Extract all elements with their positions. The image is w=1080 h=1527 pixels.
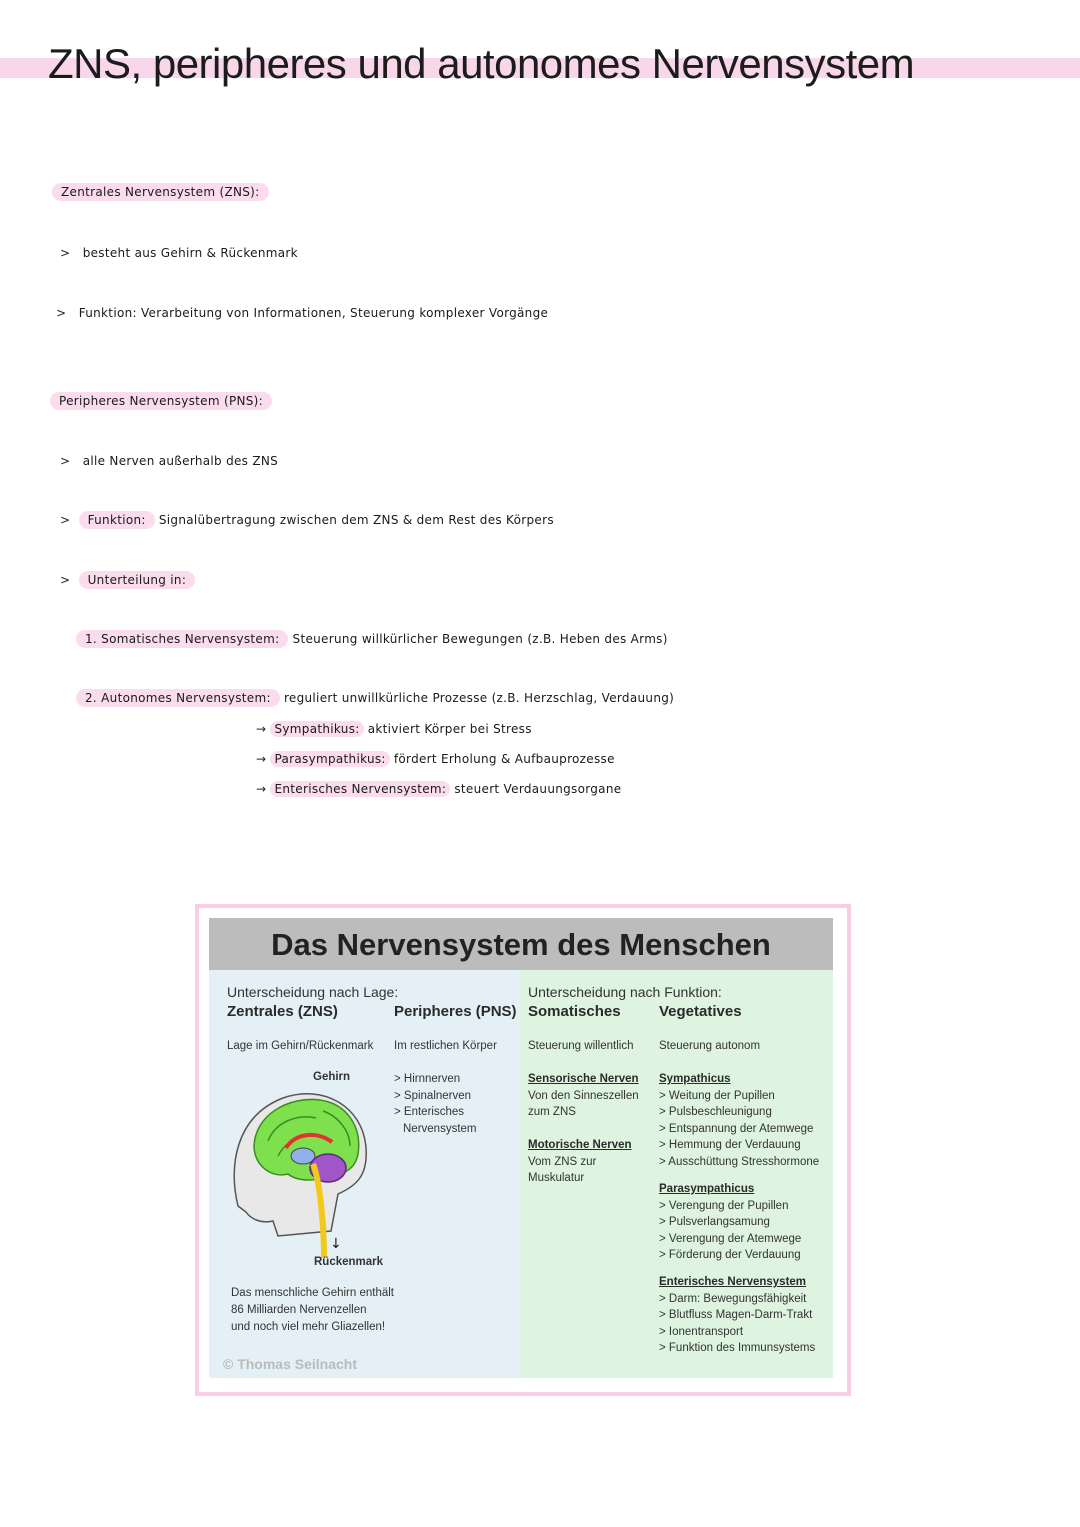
zns-item-2-text: Funktion: Verarbeitung von Informationen, Steuerung komplexer Vorgänge [78, 306, 549, 320]
brain-fact-2: 86 Milliarden Nervenzellen [231, 1304, 367, 1316]
somatic-description: Steuerung willentlich [528, 1040, 634, 1052]
somatic-label: 1. Somatisches Nervensystem: [76, 630, 288, 648]
enteric-title: Enterisches Nervensystem [659, 1276, 807, 1288]
spine-label: Rückenmark [314, 1256, 384, 1268]
brain-label: Gehirn [313, 1071, 351, 1083]
parasympathicus-item: > Pulsverlangsamung [659, 1216, 770, 1228]
pns-item-2-label: Funktion: [79, 511, 155, 529]
sub-enteric-text: steuert Verdauungsorgane [454, 782, 622, 796]
pns-column-heading: Peripheres (PNS) [394, 1003, 517, 1020]
sub-sympathikus-text: aktiviert Körper bei Stress [367, 722, 532, 736]
bullet-icon: > [60, 246, 71, 260]
sensory-line: zum ZNS [528, 1106, 576, 1118]
enteric-item: > Darm: Bewegungsfähigkeit [659, 1292, 807, 1305]
figure-header [209, 918, 833, 970]
motor-line: Vom ZNS zur [528, 1155, 597, 1168]
motor-block [528, 1137, 632, 1187]
sympathicus-item: > Entspannung der Atemwege [659, 1122, 814, 1135]
pns-list-item: > Enterisches [394, 1106, 464, 1118]
sensory-title: Sensorische Nerven [528, 1073, 639, 1085]
pns-item-3 [60, 573, 195, 587]
sub-sympathikus-label: Sympathikus: [270, 721, 363, 737]
parasympathicus-item: > Verengung der Pupillen [659, 1199, 789, 1212]
lage-heading: Unterscheidung nach Lage: [227, 984, 399, 1000]
sub-parasympathikus-label: Parasympathikus: [270, 751, 389, 767]
sub-item-enteric [256, 782, 621, 796]
head-brain-illustration [228, 1086, 378, 1261]
sympathicus-item: > Pulsbeschleunigung [659, 1106, 772, 1118]
zns-description: Lage im Gehirn/Rückenmark [227, 1040, 374, 1052]
arrow-down-icon: ↓ [330, 1236, 342, 1252]
pns-list-item: Nervensystem [403, 1122, 477, 1135]
pns-heading [50, 394, 272, 408]
somatic-text: Steuerung willkürlicher Bewegungen (z.B. Heben des Arms) [292, 632, 668, 646]
zns-heading [52, 185, 269, 199]
zns-column-heading: Zentrales (ZNS) [227, 1003, 338, 1020]
pns-list [394, 1071, 477, 1137]
zns-item-1-text: besteht aus Gehirn & Rückenmark [82, 246, 298, 260]
arrow-right-icon: → [256, 752, 267, 766]
sub-item-sympathikus [256, 722, 532, 736]
bullet-icon: > [56, 306, 67, 320]
copyright: © Thomas Seilnacht [223, 1356, 358, 1372]
sympathicus-title: Sympathicus [659, 1073, 731, 1085]
pns-item-1 [60, 454, 278, 468]
sub-enteric-label: Enterisches Nervensystem: [270, 781, 450, 797]
figure-title: Das Nervensystem des Menschen [271, 927, 771, 962]
bullet-icon: > [60, 454, 71, 468]
enteric-item: > Blutfluss Magen-Darm-Trakt [659, 1309, 813, 1321]
pns-item-2-text: Signalübertragung zwischen dem ZNS & dem Rest des Körpers [158, 513, 554, 527]
parasympathicus-block [659, 1181, 801, 1264]
sub-parasympathikus-text: fördert Erholung & Aufbauprozesse [393, 752, 615, 766]
parasympathicus-title: Parasympathicus [659, 1183, 755, 1195]
pns-heading-text: Peripheres Nervensystem (PNS): [50, 392, 272, 410]
sympathicus-item: > Hemmung der Verdauung [659, 1139, 801, 1151]
arrow-right-icon: → [256, 782, 267, 796]
brain-fact-3: und noch viel mehr Gliazellen! [231, 1321, 386, 1333]
parasympathicus-item: > Förderung der Verdauung [659, 1249, 801, 1261]
parasympathicus-item: > Verengung der Atemwege [659, 1232, 802, 1245]
pns-list-item: > Spinalnerven [394, 1089, 472, 1102]
zns-item-2 [56, 306, 548, 320]
motor-line: Muskulatur [528, 1172, 585, 1184]
autonomic-line [76, 691, 674, 705]
arrow-right-icon: → [256, 722, 267, 736]
motor-title: Motorische Nerven [528, 1139, 632, 1151]
pns-item-3-label: Unterteilung in: [79, 571, 196, 589]
pns-description: Im restlichen Körper [394, 1040, 497, 1052]
vegetative-description: Steuerung autonom [659, 1040, 761, 1052]
autonomic-label: 2. Autonomes Nervensystem: [76, 689, 280, 707]
somatic-column-heading: Somatisches [528, 1003, 621, 1020]
sympathicus-block [659, 1071, 819, 1170]
pns-item-1-text: alle Nerven außerhalb des ZNS [82, 454, 279, 468]
bullet-icon: > [60, 573, 71, 587]
zns-item-1 [60, 246, 298, 260]
sympathicus-item: > Weitung der Pupillen [659, 1089, 775, 1102]
brain-fact-1: Das menschliche Gehirn enthält [231, 1287, 394, 1299]
sensory-line: Von den Sinneszellen [528, 1089, 639, 1102]
sympathicus-item: > Ausschüttung Stresshormone [659, 1155, 820, 1168]
vegetative-column-heading: Vegetatives [659, 1003, 742, 1020]
enteric-block [659, 1274, 815, 1357]
sensory-block [528, 1071, 639, 1121]
funktion-heading: Unterscheidung nach Funktion: [528, 984, 722, 1000]
pns-list-item: > Hirnnerven [394, 1073, 461, 1085]
somatic-line [76, 632, 668, 646]
autonomic-text: reguliert unwillkürliche Prozesse (z.B. Herzschlag, Verdauung) [283, 691, 675, 705]
enteric-item: > Funktion des Immunsystems [659, 1342, 816, 1354]
page-title: ZNS, peripheres und autonomes Nervensystem [48, 40, 915, 87]
pns-item-2 [60, 513, 554, 527]
enteric-item: > Ionentransport [659, 1325, 744, 1338]
bullet-icon: > [60, 513, 71, 527]
zns-heading-text: Zentrales Nervensystem (ZNS): [52, 183, 269, 201]
sub-item-parasympathikus [256, 752, 615, 766]
